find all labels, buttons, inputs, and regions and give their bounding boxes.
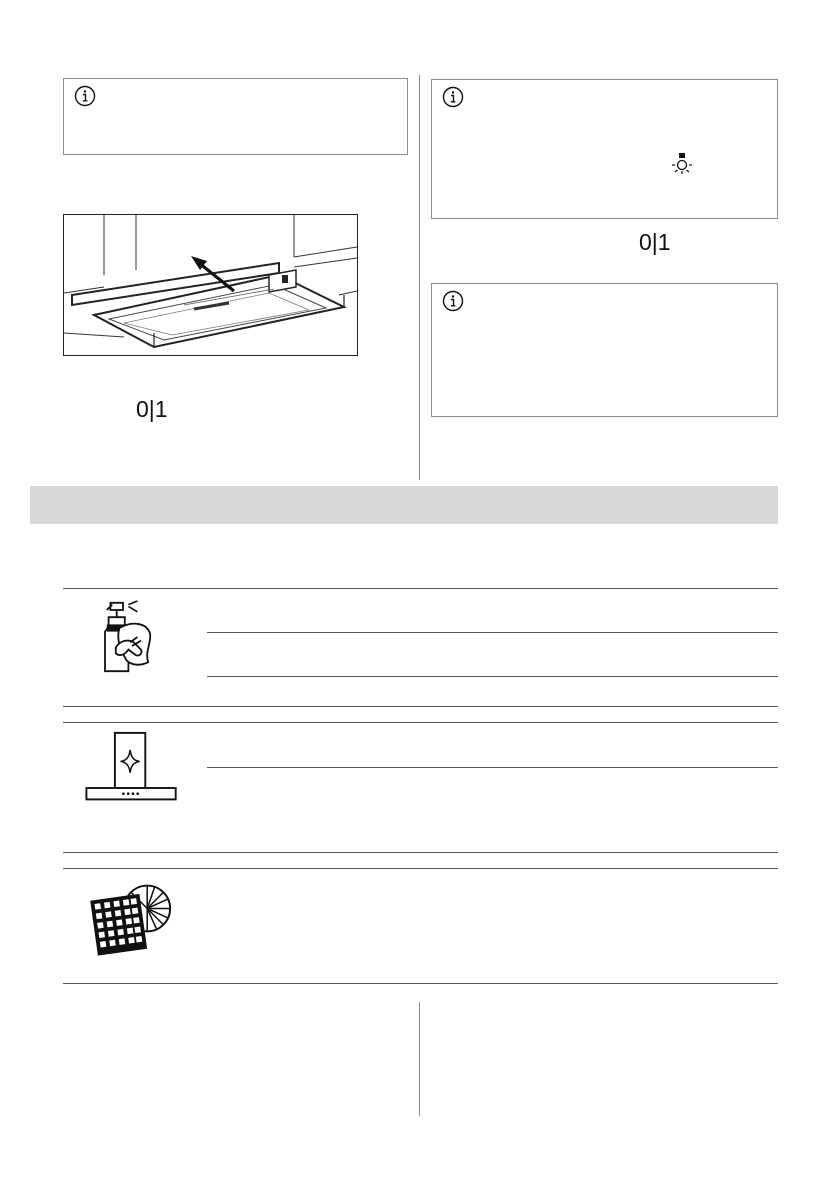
table-bottom-rule xyxy=(63,983,778,984)
section-heading-band xyxy=(30,486,778,524)
info-box-right-bottom xyxy=(431,283,778,417)
light-bulb-icon xyxy=(670,152,694,176)
column-divider-bottom xyxy=(419,1002,420,1116)
info-icon xyxy=(442,290,464,312)
table-row-rule xyxy=(63,706,778,707)
grease-charcoal-filter-icon xyxy=(82,876,178,962)
table-inner-rule xyxy=(207,632,778,633)
cooker-hood-icon xyxy=(84,731,180,807)
info-icon xyxy=(74,85,96,107)
table-row-rule xyxy=(63,722,778,723)
hood-extraction-illustration xyxy=(63,214,358,356)
column-divider-top xyxy=(419,75,420,480)
info-box-right-top xyxy=(431,79,778,219)
on-off-symbol-right: 0|1 xyxy=(639,229,671,255)
table-row-rule xyxy=(63,868,778,869)
info-icon xyxy=(442,86,464,108)
table-row-rule xyxy=(63,852,778,853)
table-inner-rule xyxy=(207,676,778,677)
table-inner-rule xyxy=(207,767,778,768)
spray-cleaning-icon xyxy=(96,596,168,678)
info-box-left xyxy=(63,78,408,155)
on-off-symbol-left: 0|1 xyxy=(136,396,168,422)
hood-drawing xyxy=(64,215,357,355)
table-top-rule xyxy=(63,588,778,589)
